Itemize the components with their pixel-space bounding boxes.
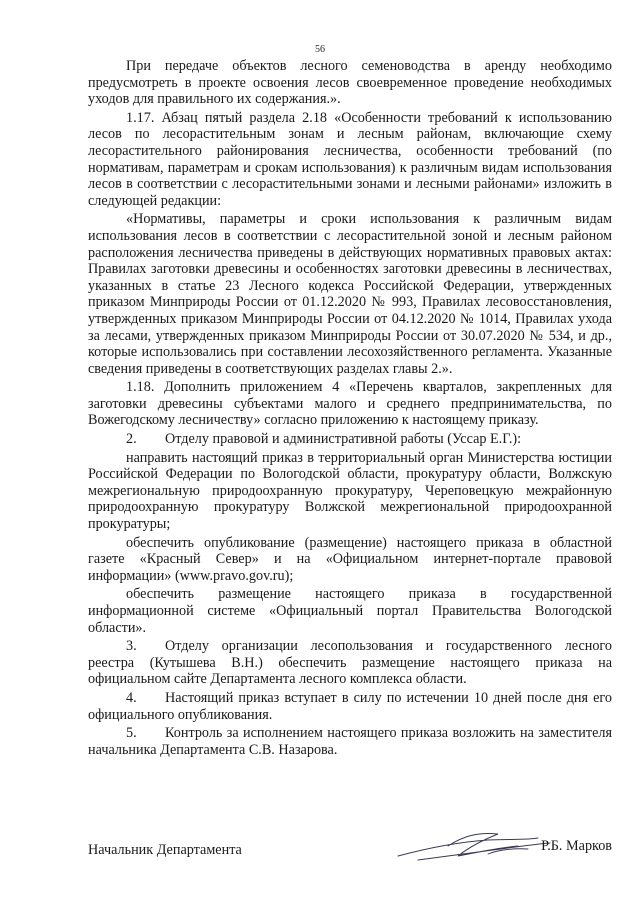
paragraph-1-18: 1.18. Дополнить приложением 4 «Перечень кварталов, закрепленных для заготовки древесины субъектами малого и среднего предпринимательства, по Вожегодскому лесничеству» согласно приложению к настоящему приказу.: [88, 379, 612, 429]
page-number: 56: [315, 44, 325, 55]
document-body: [88, 58, 612, 758]
handwritten-signature: [388, 826, 558, 870]
paragraph-item-4: 4. Настоящий приказ вступает в силу по истечении 10 дней после дня его официального опубликования.: [88, 689, 612, 723]
paragraph-send-order: направить настоящий приказ в территориальный орган Министерства юстиции Российской Федерации по Вологодской области, прокуратуру области, Волжскую межрегиональную природоохранную прокуратуру, Череповецкую межрайонную природоохранную прокуратуру Волжской межрегиональной природоохранной прокуратуры;: [88, 449, 612, 533]
paragraph-item-5: 5. Контроль за исполнением настоящего приказа возложить на заместителя начальника Департамента С.В. Назарова.: [88, 725, 612, 758]
paragraph-item-2: 2. Отделу правовой и административной работы (Уссар Е.Г.):: [126, 431, 522, 448]
paragraph-seed-transfer: При передаче объектов лесного семеноводства в аренду необходимо предусмотреть в проекте освоения лесов своевременное проведение необходимых уходов для правильного их содержания.».: [88, 58, 612, 108]
paragraph-publish-newspaper: обеспечить опубликование (размещение) настоящего приказа в областной газете «Красный Север» и на «Официальном интернет-портале правовой информации» (www.pravo.gov.ru);: [88, 534, 612, 584]
paragraph-norms-quote: «Нормативы, параметры и сроки использования к различным видам использования лесов в соответствии с лесорастительной зоной и лесным районом расположения лесничества приведены в действующих нормативных правовых актах: Правилах заготовки древесины и особенностях заготовки древесины в лесничествах, указанных в статье 23 Лесного кодекса Российской Федерации, утвержденных приказом Минприроды России от 01.12.2020 № 993, Правилах лесовосстановления, утвержденных приказом Минприроды России от 04.12.2020 № 1014, Правилах ухода за лесами, утвержденных приказом Минприроды России от 30.07.2020 № 534, и др., которые использовались при составлении лесохозяйственного регламента. Указанные сведения приведены в соответствующих разделах главы 2.».: [88, 211, 612, 377]
signature-block: [88, 834, 612, 874]
signatory-title: Начальник Департамента: [88, 842, 242, 858]
paragraph-1-17: 1.17. Абзац пятый раздела 2.18 «Особенности требований к использованию лесов по лесорастительным зонам и лесным районам, включающие схему лесорастительного районирования лесничества, особенности требований (по нормативам, параметрам и срокам использования) к различным видам использования лесов в соответствии с лесорастительными зонами и лесными районами» изложить в следующей редакции:: [88, 109, 612, 209]
paragraph-item-3: 3. Отделу организации лесопользования и государственного лесного реестра (Кутышева В.Н.) обеспечить размещение настоящего приказа на официальном сайте Департамента лесного комплекса области.: [88, 638, 612, 688]
paragraph-publish-portal: обеспечить размещение настоящего приказа в государственной информационной системе «Официальный портал Правительства Вологодской области».: [88, 586, 612, 636]
signatory-name: Р.Б. Марков: [541, 838, 612, 854]
